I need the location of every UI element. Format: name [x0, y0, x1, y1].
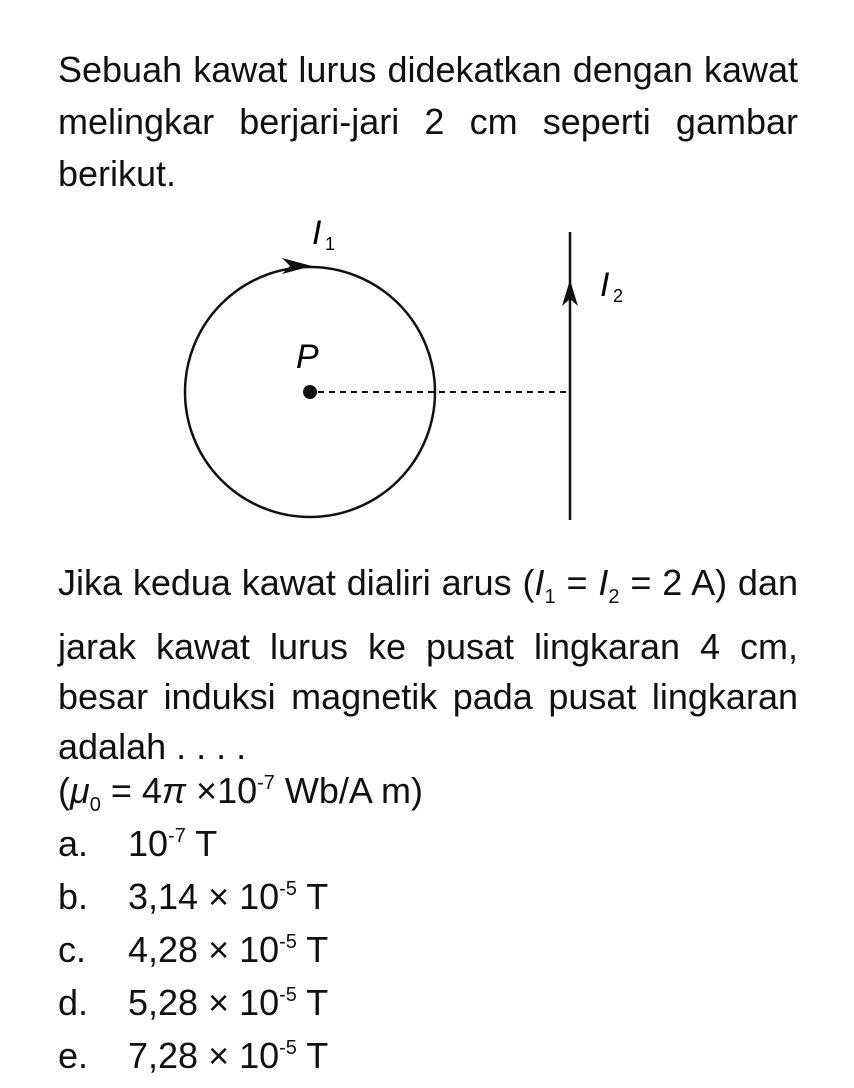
option-d[interactable]: d. $5,28 \times 10^{-5}$ T — [58, 982, 329, 1023]
mu0-constant: ($\mu_0 = 4\pi \times 10^{-7}$ Wb/A m) — [58, 770, 423, 816]
option-b[interactable]: b. $3,14 \times 10^{-5}$ T — [58, 876, 329, 917]
option-c[interactable]: c. $4,28 \times 10^{-5}$ T — [58, 929, 329, 970]
label-i1: I — [312, 214, 322, 252]
center-point-p — [303, 385, 317, 399]
option-e[interactable]: e. $7,28 \times 10^{-5}$ T — [58, 1035, 329, 1076]
label-p: P — [296, 338, 319, 376]
answer-options — [58, 810, 328, 1075]
label-i2-subscript: 2 — [613, 286, 624, 306]
option-a[interactable]: a. $10^{-7}$ T — [58, 823, 218, 864]
intro-text: Sebuah kawat lurus didekatkan dengan kawat melingkar berjari-jari 2 cm seperti gambar berikut. — [58, 49, 798, 194]
question-text: Jika kedua kawat dialiri arus ($I_1 = I_2 = 2$ A) dan jarak kawat lurus ke pusat lingkaran 4 cm, besar induksi magnetik pada pusat lingkaran adalah . . . . — [58, 562, 798, 767]
label-i1-subscript: 1 — [325, 234, 336, 254]
current-arrow-i1 — [282, 258, 312, 274]
label-i2: I — [600, 266, 610, 304]
